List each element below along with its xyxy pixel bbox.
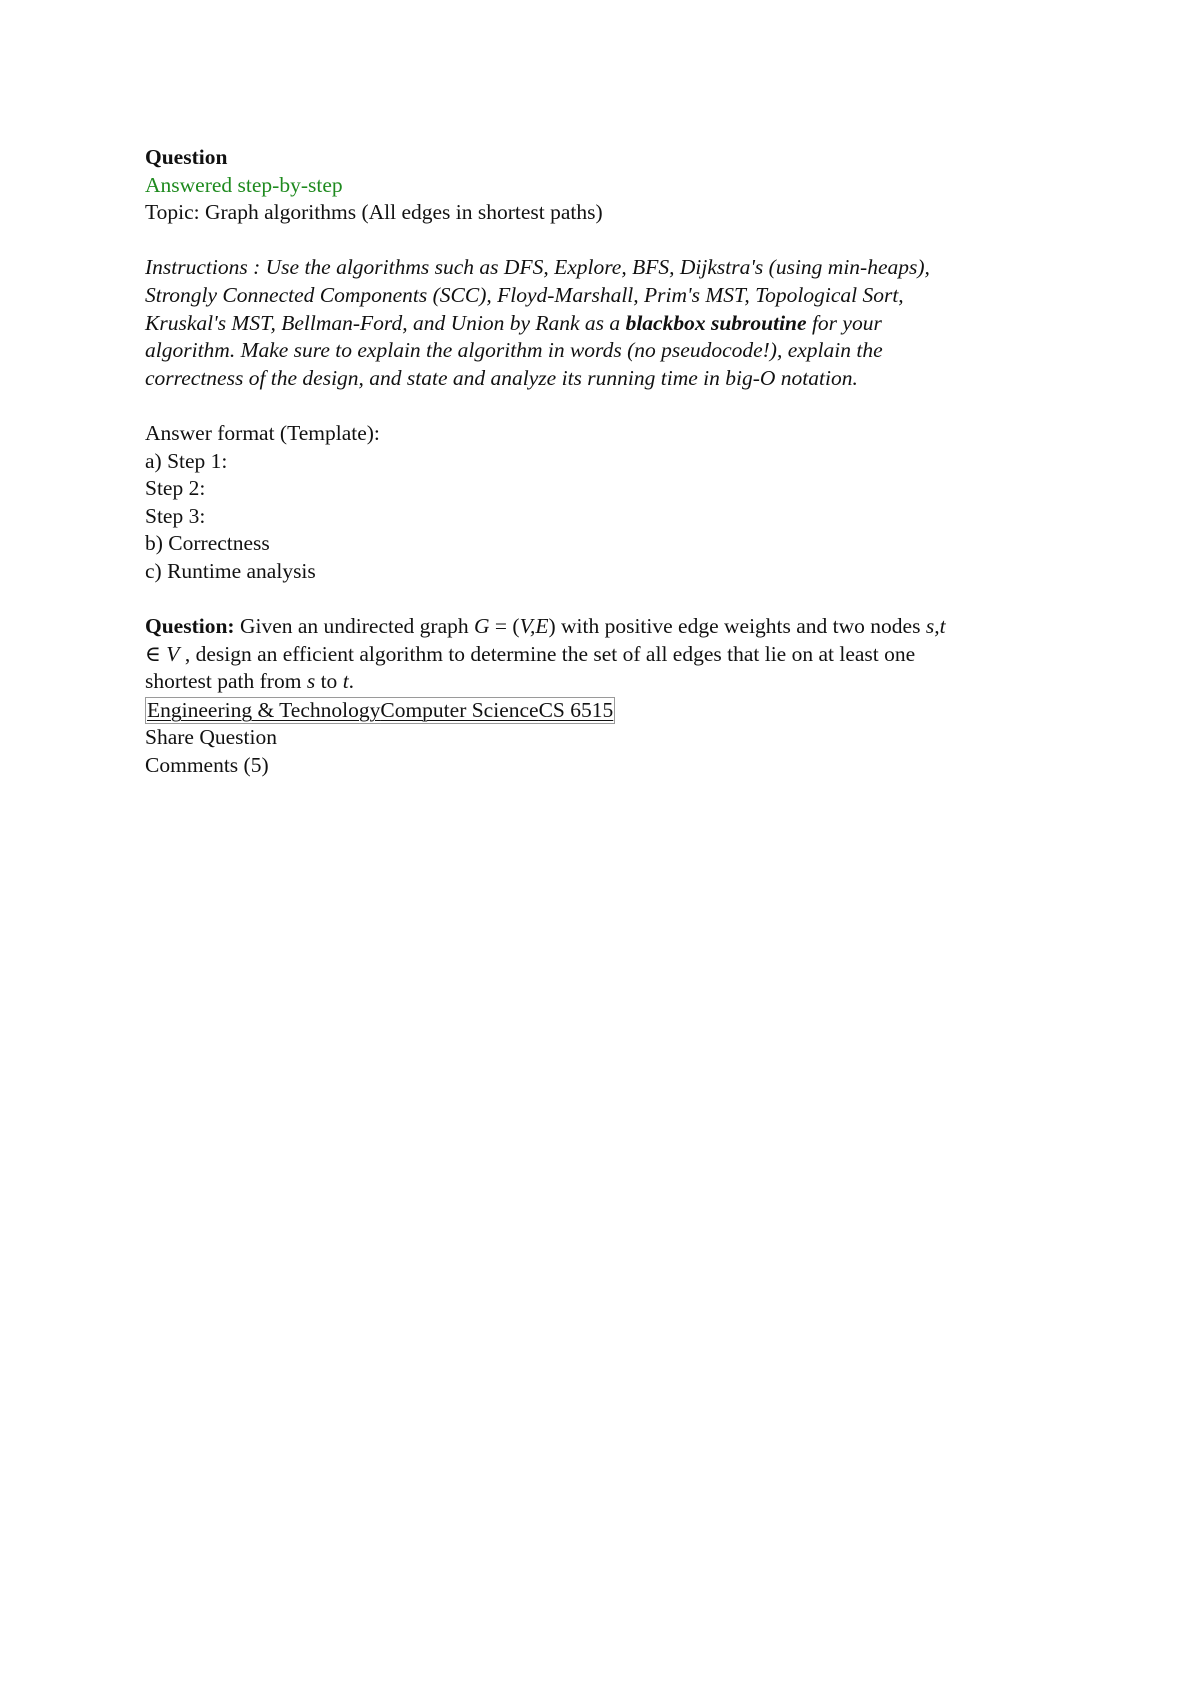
spacer — [145, 586, 1065, 614]
template-item: Step 2: — [145, 476, 206, 501]
question-line-3 — [145, 668, 1065, 696]
question-statement — [145, 613, 1065, 696]
template-item: a) Step 1: — [145, 448, 228, 473]
tag-computer-science[interactable]: Computer Science — [380, 697, 539, 722]
math-var: s — [306, 669, 316, 694]
question-text: to — [315, 669, 343, 694]
instructions-line-4: algorithm. Make sure to explain the algorithm in words (no pseudocode!), explain the — [145, 338, 883, 363]
tag-cs-6515[interactable]: CS 6515 — [538, 697, 614, 722]
instructions-line-3-end: for your — [806, 310, 882, 335]
spacer — [145, 392, 1065, 420]
template-item: b) Correctness — [145, 531, 270, 556]
template-item: c) Runtime analysis — [145, 558, 316, 583]
question-page — [145, 144, 1065, 780]
math-var: V,E — [519, 614, 549, 639]
math-var: s,t — [925, 614, 946, 639]
question-text: , design an efficient algorithm to determine the set of all edges that lie on at least one — [179, 641, 916, 666]
instructions-line-1: Instructions : Use the algorithms such as DFS, Explore, BFS, Dijkstra's (using min-heaps), — [145, 255, 930, 280]
page-title: Question — [145, 145, 228, 169]
instructions-line-3 — [145, 310, 1065, 338]
comments-button[interactable]: Comments (5) — [145, 753, 269, 778]
spacer — [145, 227, 1065, 255]
question-label: Question: — [145, 614, 235, 639]
tag-breadcrumb — [145, 697, 615, 724]
math-var: V — [166, 641, 180, 666]
share-question-button[interactable]: Share Question — [145, 725, 277, 750]
tag-engineering-technology[interactable]: Engineering & Technology — [147, 697, 381, 722]
instructions-block — [145, 254, 1065, 392]
math-var: G — [474, 614, 490, 639]
template-title: Answer format (Template): — [145, 420, 380, 445]
instructions-line-2: Strongly Connected Components (SCC), Floyd-Marshall, Prim's MST, Topological Sort, — [145, 282, 904, 307]
blackbox-emphasis: blackbox subroutine — [625, 310, 807, 335]
answer-status: Answered step-by-step — [145, 172, 343, 197]
instructions-line-3-start: Kruskal's MST, Bellman-Ford, and Union by Rank as a — [145, 310, 626, 335]
question-text: shortest path from — [145, 669, 307, 694]
question-text: Given an undirected graph — [234, 614, 474, 639]
template-item: Step 3: — [145, 503, 206, 528]
question-line-2 — [145, 641, 1065, 669]
subject-tags — [145, 696, 1065, 725]
answer-template — [145, 420, 1065, 586]
question-line-1 — [145, 613, 1065, 641]
question-text: ∈ — [145, 641, 167, 666]
question-text: ) with positive edge weights and two nodes — [548, 614, 926, 639]
math-var: t — [342, 669, 349, 694]
topic-line: Topic: Graph algorithms (All edges in shortest paths) — [145, 200, 603, 225]
instructions-line-5: correctness of the design, and state and analyze its running time in big-O notation. — [145, 365, 858, 390]
question-text: . — [348, 669, 355, 694]
question-text: = ( — [489, 614, 520, 639]
